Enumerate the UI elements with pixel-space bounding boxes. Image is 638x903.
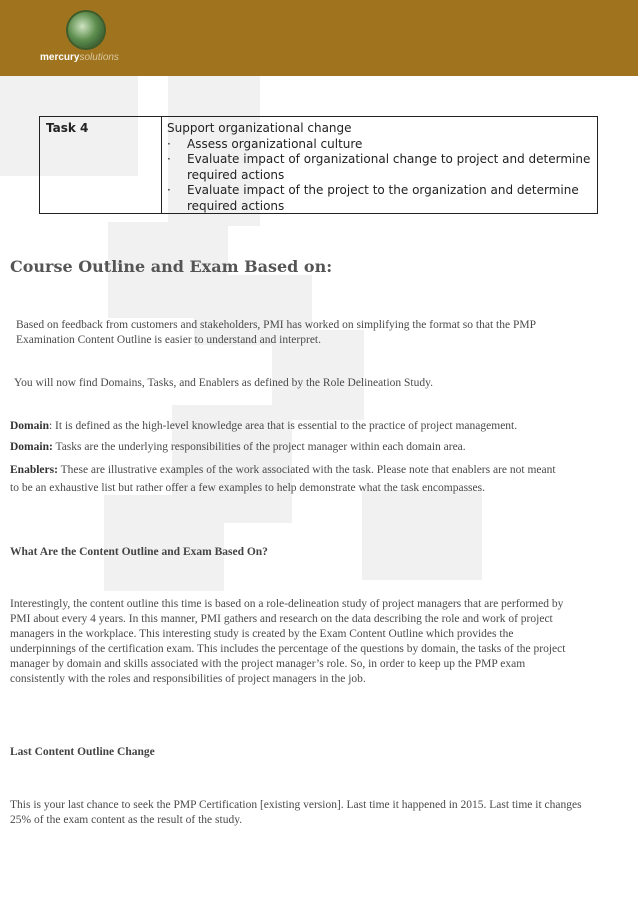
section-title-last-change: Last Content Outline Change xyxy=(10,746,155,758)
task-bullet: · Evaluate impact of organizational change to project and determine required actions xyxy=(167,152,592,183)
globe-icon xyxy=(68,12,104,48)
task-label-cell xyxy=(40,117,162,213)
watermark-block xyxy=(104,495,224,591)
definition-tasks-term: Domain: xyxy=(10,441,53,453)
task-content-cell xyxy=(167,121,592,214)
intro-feedback: Based on feedback from customers and stakeholders, PMI has worked on simplifying the format so that the PMP Examination Content Outline is easier to understand and interpret. xyxy=(16,319,536,346)
section-body-content-outline: Interestingly, the content outline this time is based on a role-delineation study of project managers that are performed by PMI about every 4 years. In this manner, PMI gathers and research on the data describing the role and work of project managers in the workplace. This interesting study is created by the Exam Content Outline which provides the underpinnings of the certification exam. This includes the percentage of the questions by domain, the tasks of the project manager by domain and skills associated with the project manager’s role. So, in order to keep up the PMP exam consistently with the roles and responsibilities of project managers in the job. xyxy=(10,598,566,685)
logo-wordmark: mercurysolutions xyxy=(40,52,119,63)
definition-tasks xyxy=(10,440,630,455)
intro-find: You will now find Domains, Tasks, and Enablers as defined by the Role Delineation Study. xyxy=(14,377,434,389)
definition-enablers-text: These are illustrative examples of the work associated with the task. Please note that enablers are not meant to be an exhaustive list but rather offer a few examples to help demonstrate what the task encompasses. xyxy=(10,464,556,494)
definition-tasks-text: Tasks are the underlying responsibilities of the project manager within each domain area. xyxy=(52,441,466,453)
task-bullet-list xyxy=(167,137,592,215)
definition-domain-text: : It is defined as the high-level knowledge area that is essential to the practice of project management. xyxy=(48,420,518,432)
page-heading: Course Outline and Exam Based on: xyxy=(10,257,333,276)
definition-domain xyxy=(10,419,630,434)
company-logo xyxy=(40,10,150,66)
task-table xyxy=(39,116,598,214)
definition-enablers xyxy=(10,461,565,497)
definition-domain-term: Domain xyxy=(10,420,49,432)
task-label: Task 4 xyxy=(46,121,89,135)
watermark-block xyxy=(362,490,482,580)
definition-enablers-term: Enablers: xyxy=(10,464,58,476)
task-bullet: · Assess organizational culture xyxy=(167,137,592,153)
section-title-content-outline: What Are the Content Outline and Exam Based On? xyxy=(10,546,268,558)
task-title: Support organizational change xyxy=(167,121,352,135)
task-bullet: · Evaluate impact of the project to the organization and determine required actions xyxy=(167,183,592,214)
header-band xyxy=(0,0,638,76)
section-body-last-change: This is your last chance to seek the PMP Certification [existing version]. Last time it happened in 2015. Last time it changes 25% of the exam content as the result of the study. xyxy=(10,799,582,826)
